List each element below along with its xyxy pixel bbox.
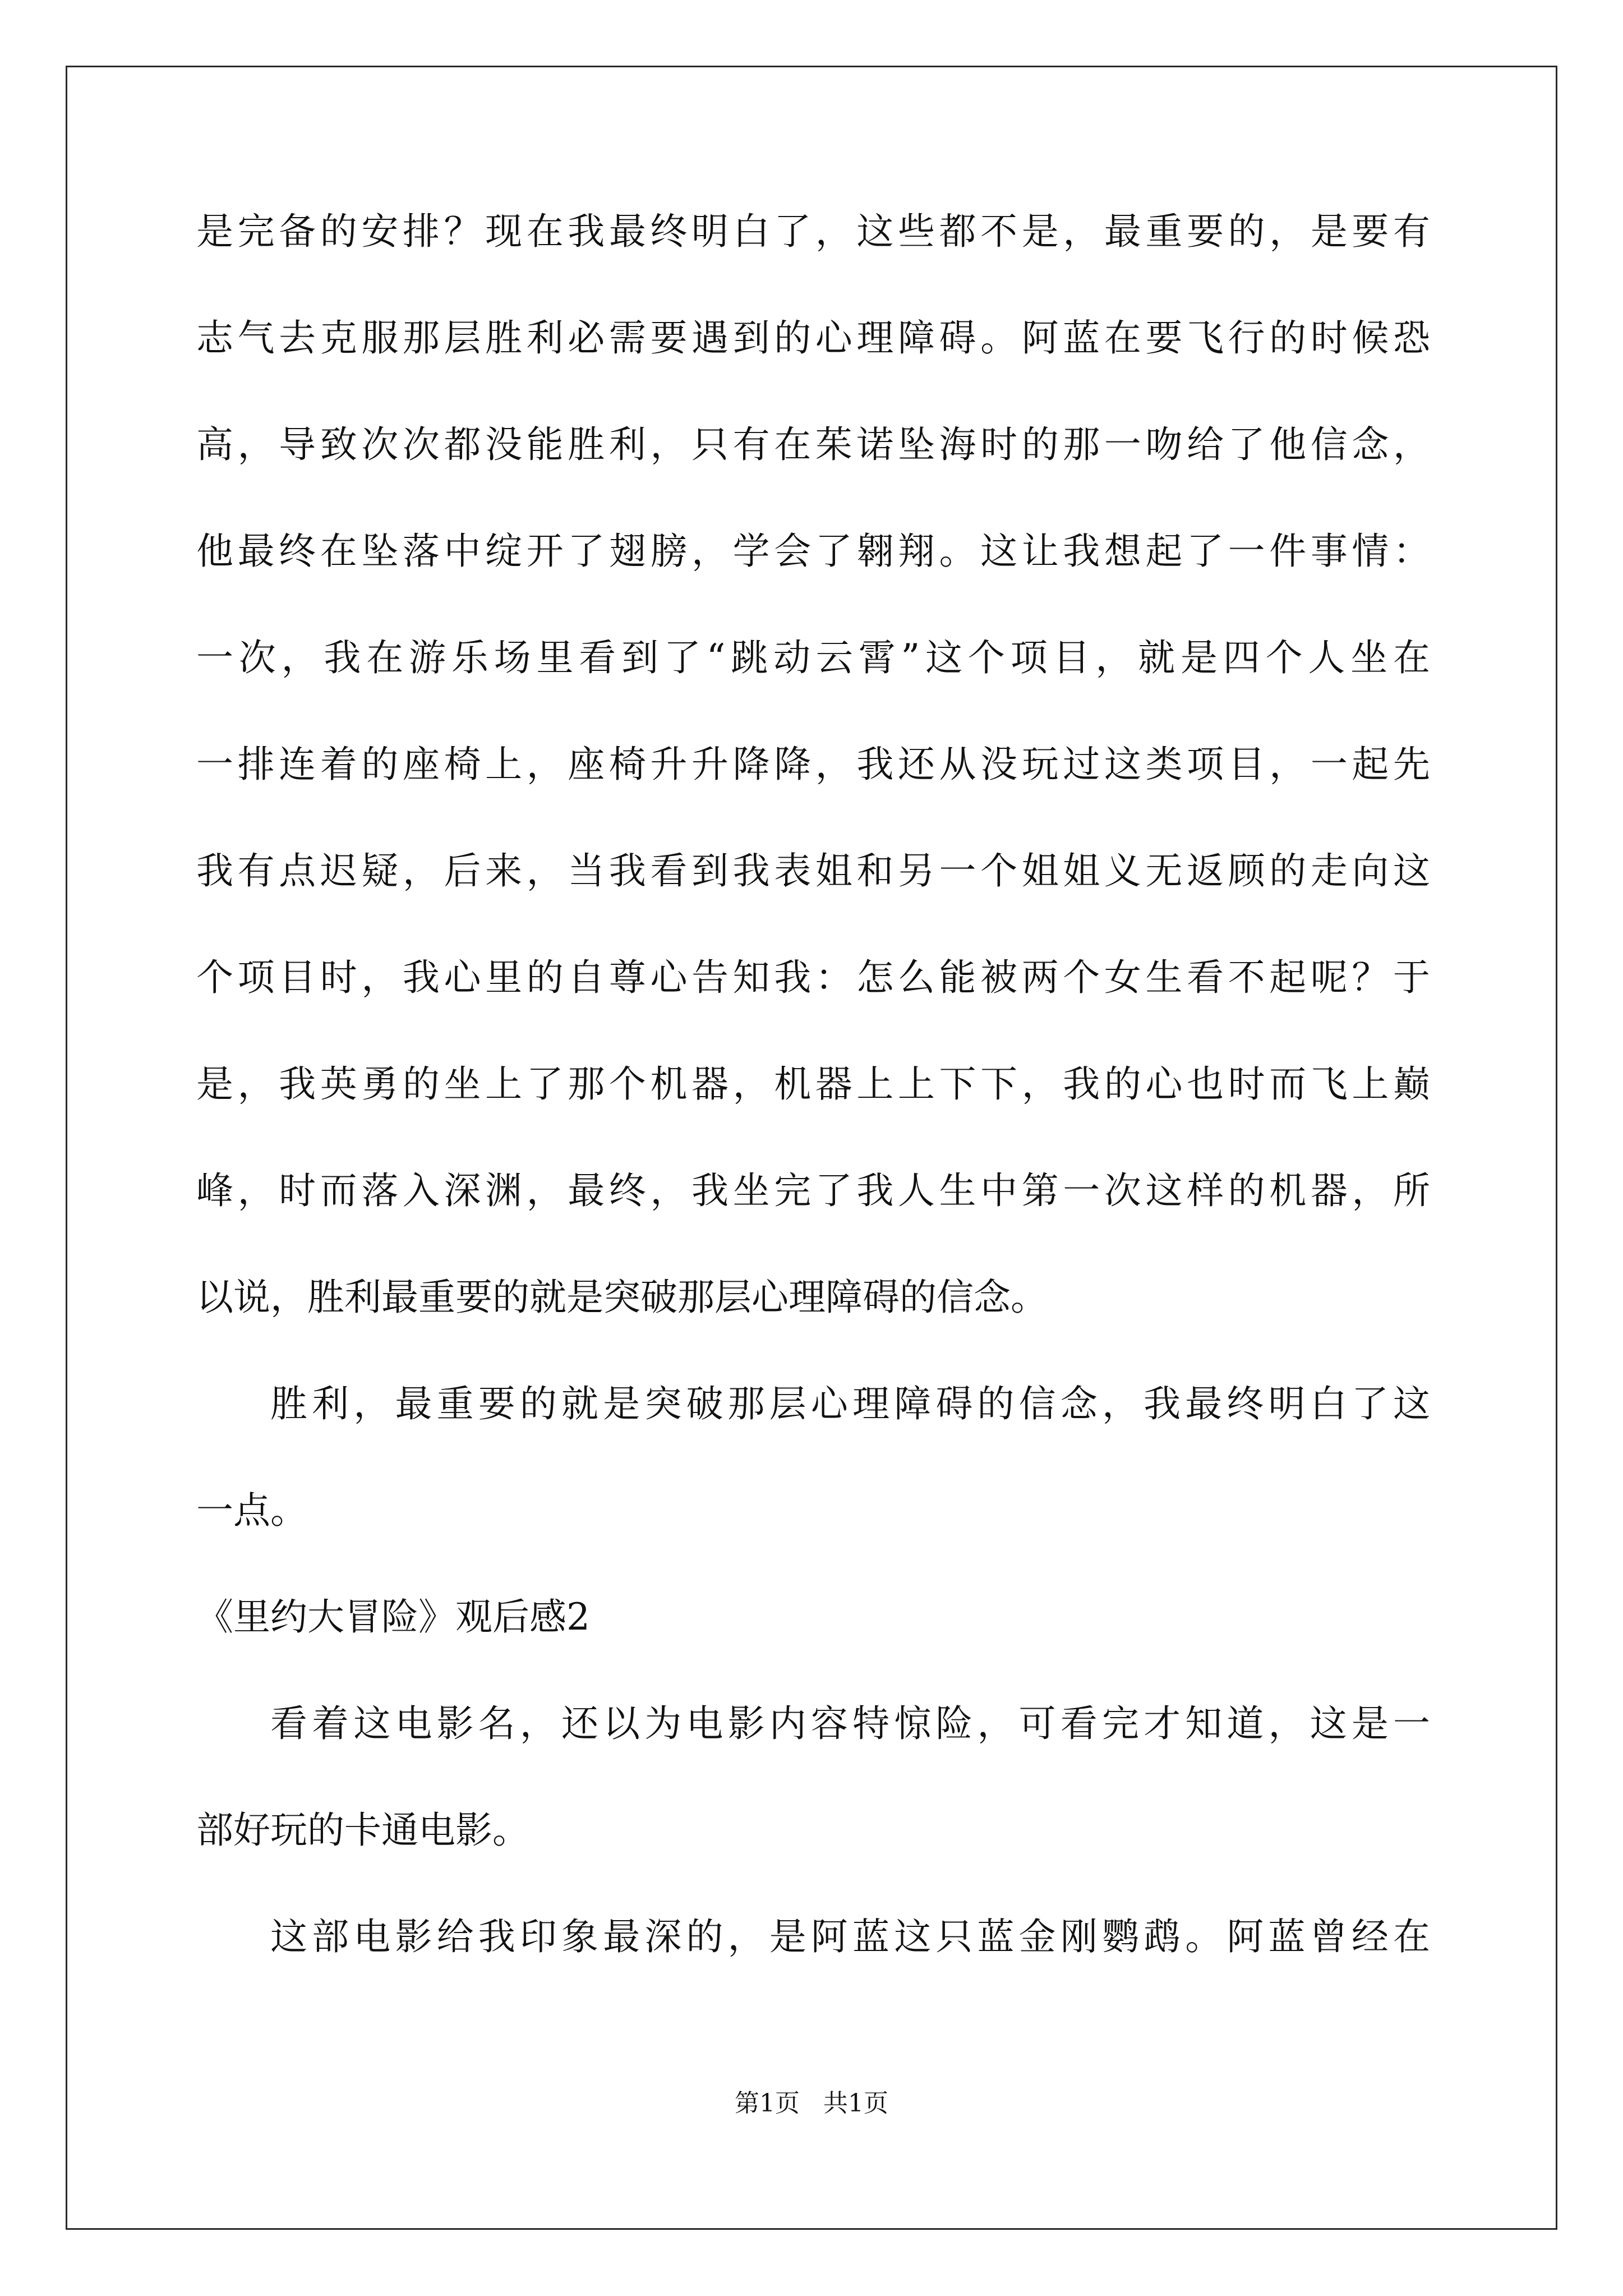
text-line: 一排连着的座椅上，座椅升升降降，我还从没玩过这类项目，一起先 bbox=[196, 743, 1430, 786]
text-line: 是完备的安排？现在我最终明白了，这些都不是，最重要的，是要有 bbox=[196, 210, 1430, 253]
text-line: 高，导致次次都没能胜利，只有在茱诺坠海时的那一吻给了他信念， bbox=[196, 423, 1430, 466]
text-line: 看着这电影名，还以为电影内容特惊险，可看完才知道，这是一 bbox=[270, 1702, 1430, 1745]
text-line: 峰，时而落入深渊，最终，我坐完了我人生中第一次这样的机器，所 bbox=[196, 1169, 1430, 1212]
text-line: 个项目时，我心里的自尊心告知我：怎么能被两个女生看不起呢？于 bbox=[196, 956, 1430, 999]
text-line: 部好玩的卡通电影。 bbox=[196, 1809, 529, 1852]
text-line: 一点。 bbox=[196, 1489, 307, 1532]
text-line: 胜利，最重要的就是突破那层心理障碍的信念，我最终明白了这 bbox=[270, 1382, 1430, 1425]
text-line: 是，我英勇的坐上了那个机器，机器上上下下，我的心也时而飞上巅 bbox=[196, 1062, 1430, 1106]
text-line: 这部电影给我印象最深的，是阿蓝这只蓝金刚鹦鹉。阿蓝曾经在 bbox=[270, 1915, 1430, 1958]
page-footer: 第1页 共1页 bbox=[735, 2089, 888, 2118]
text-line: 志气去克服那层胜利必需要遇到的心理障碍。阿蓝在要飞行的时候恐 bbox=[196, 316, 1430, 360]
text-line: 他最终在坠落中绽开了翅膀，学会了翱翔。这让我想起了一件事情： bbox=[196, 530, 1430, 573]
text-line: 以说，胜利最重要的就是突破那层心理障碍的信念。 bbox=[196, 1276, 1048, 1319]
document-body bbox=[196, 210, 1430, 2025]
section-heading: 《里约大冒险》观后感2 bbox=[196, 1595, 590, 1639]
text-line: 我有点迟疑，后来，当我看到我表姐和另一个姐姐义无返顾的走向这 bbox=[196, 849, 1430, 892]
text-line: 一次，我在游乐场里看到了“跳动云霄”这个项目，就是四个人坐在 bbox=[196, 636, 1430, 679]
